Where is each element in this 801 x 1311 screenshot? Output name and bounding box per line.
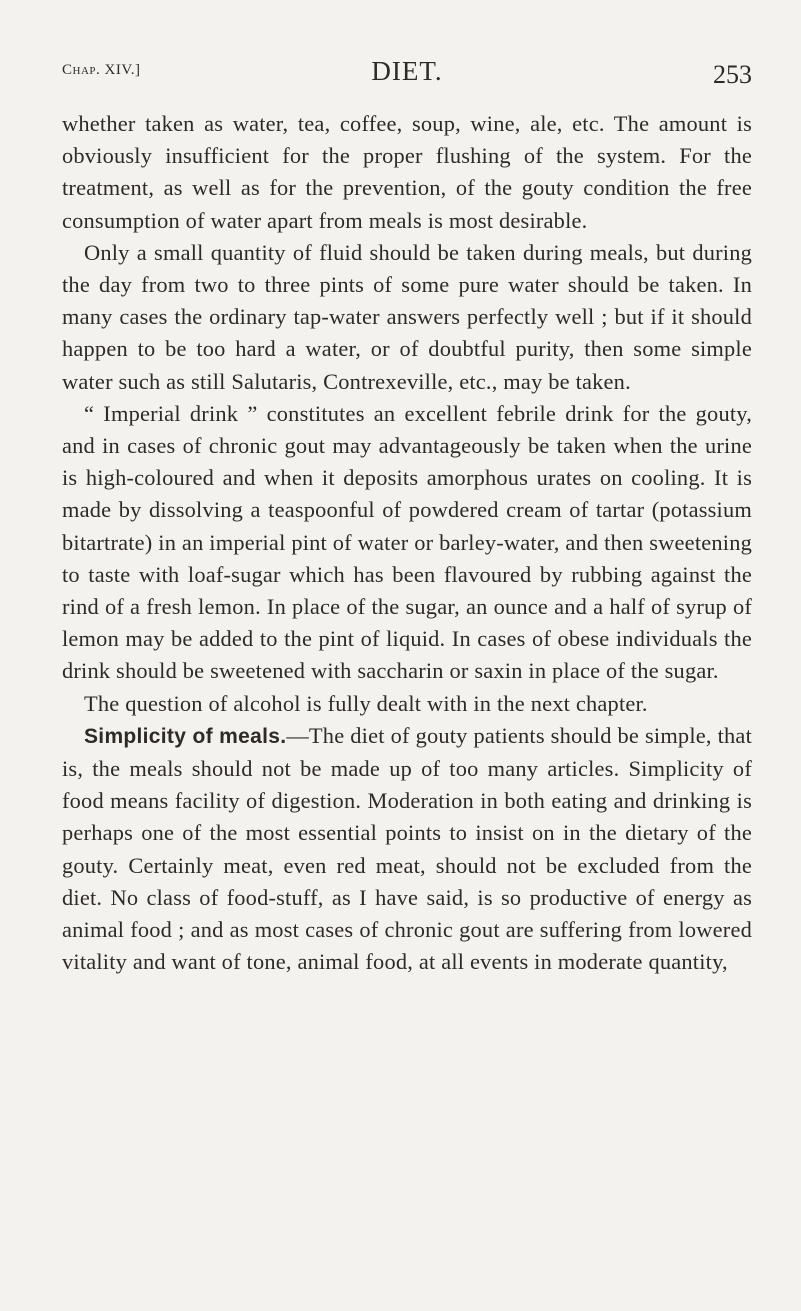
paragraph-text: —The diet of gouty patients should be simple, that is, the meals should not be made up of too many articles. Simplicity of food means facility of digestion. Moderation in both eating and drinking is perhaps one of the most essential points to insist on in the dietary of the gouty. Certainly meat, even red meat, should not be excluded from the diet. No class of food-stuff, as I have said, is so productive of energy as animal food ; and as most cases of chronic gout are suffering from lowered vitality and want of tone, animal food, at all events in moderate quantity, <box>62 722 752 975</box>
chapter-label: Chap. XIV.] <box>62 62 141 78</box>
paragraph-text: The question of alcohol is fully dealt with in the next chapter. <box>84 690 648 716</box>
paragraph-text: whether taken as water, tea, coffee, soup, wine, ale, etc. The amount is obviously insufficient for the proper flushing of the system. For the treatment, as well as for the prevention, of the gouty condition the free consumption of water apart from meals is most desirable. <box>62 111 752 233</box>
paragraph-text: Only a small quantity of fluid should be taken during meals, but during the day from two to three pints of some pure water should be taken. In many cases the ordinary tap-water answers perfectly well ; but if it should happen to be too hard a water, or of doubtful purity, then some simple water such as still Salutaris, Contrexeville, etc., may be taken. <box>62 239 752 394</box>
paragraph-text: “ Imperial drink ” constitutes an excellent febrile drink for the gouty, and in cases of chronic gout may advantageously be taken when the urine is high-coloured and when it deposits amorphous urates on cooling. It is made by dissolving a teaspoonful of powdered cream of tartar (potassium bitartrate) in an imperial pint of water or barley-water, and then sweetening to taste with loaf-sugar which has been flavoured by rubbing against the rind of a fresh lemon. In place of the sugar, an ounce and a half of syrup of lemon may be added to the pint of liquid. In cases of obese individuals the drink should be sweetened with saccharin or saxin in place of the sugar. <box>62 400 752 684</box>
paragraph <box>62 720 752 979</box>
paragraph <box>62 688 752 720</box>
page-title: DIET. <box>371 56 443 86</box>
page-number: 253 <box>713 60 752 89</box>
body-text <box>62 108 752 978</box>
paragraph <box>62 398 752 688</box>
running-head <box>62 56 752 96</box>
paragraph <box>62 237 752 398</box>
section-lead-in: Simplicity of meals. <box>84 724 287 748</box>
paragraph <box>62 108 752 237</box>
